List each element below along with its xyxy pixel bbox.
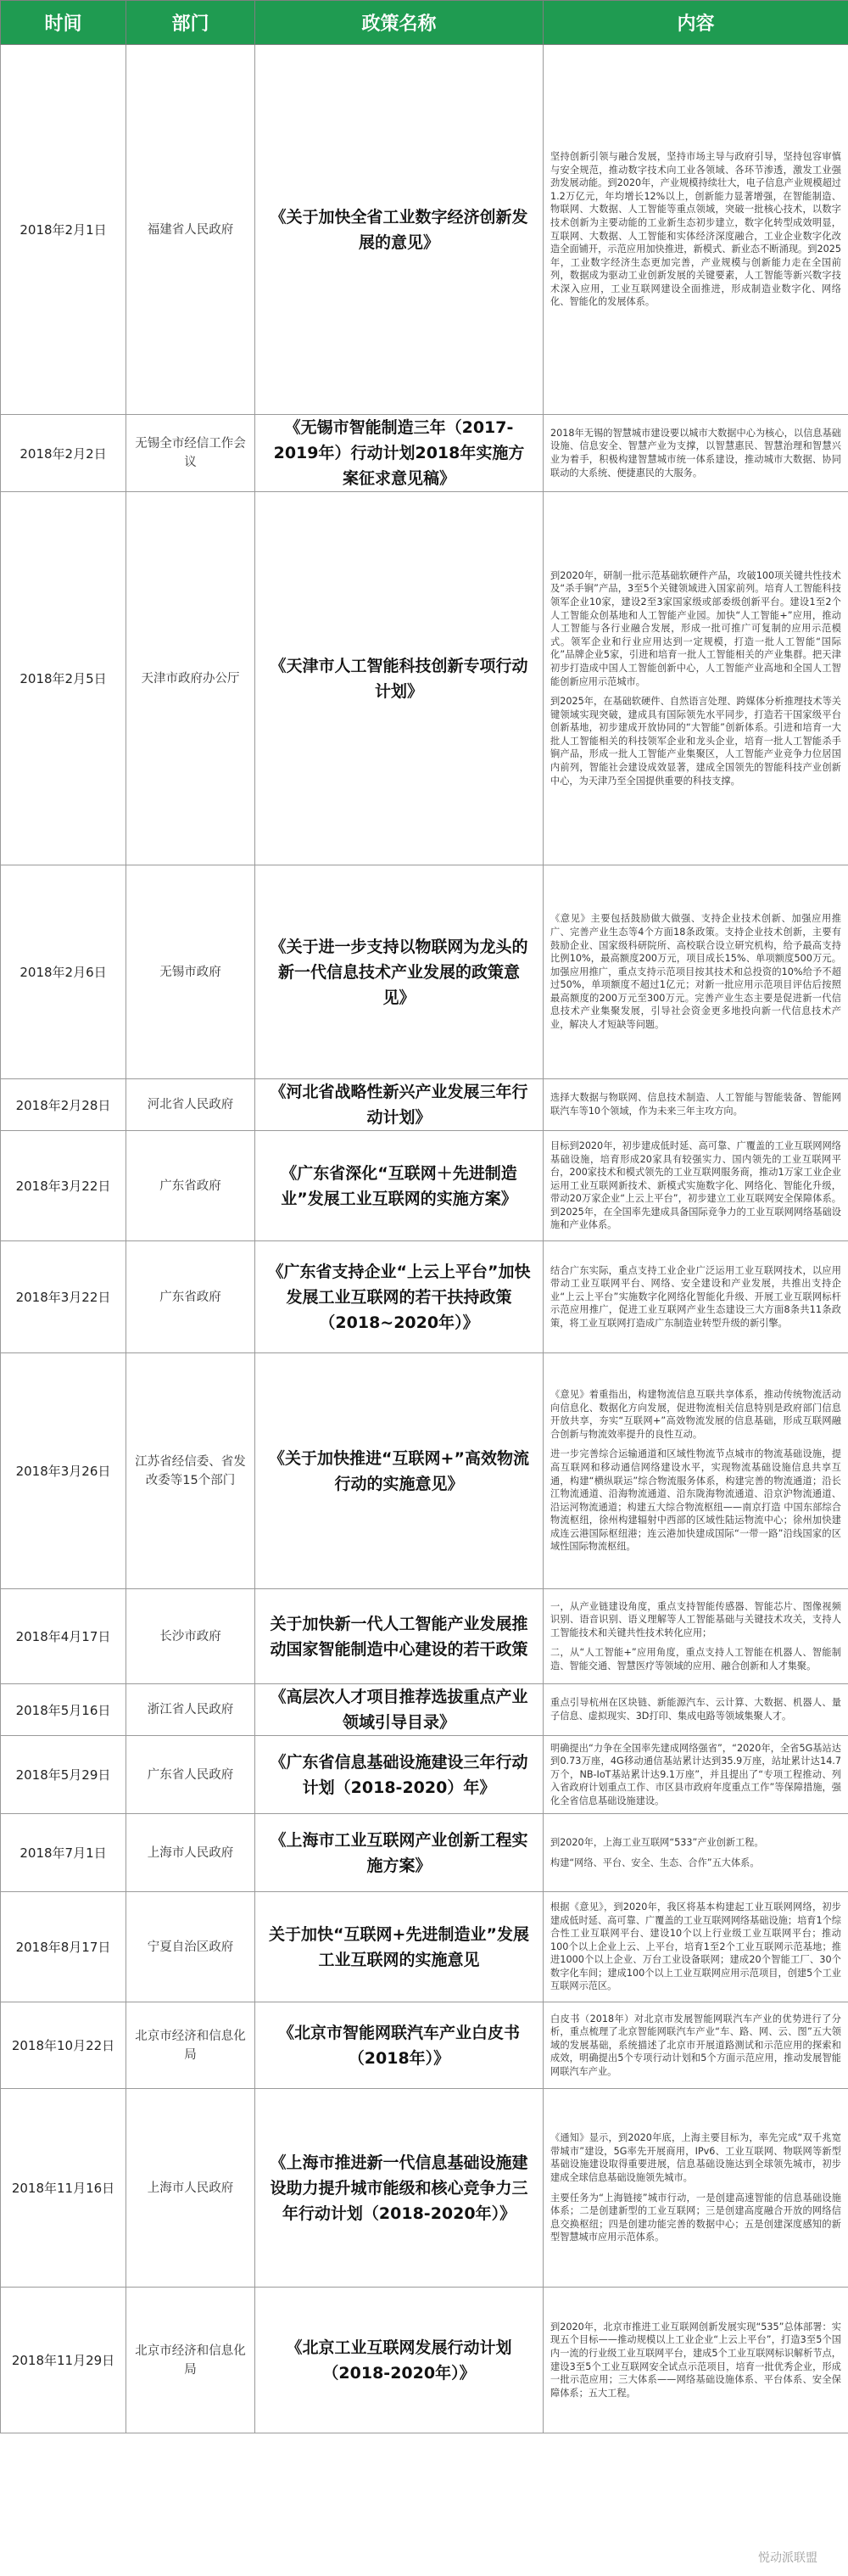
content-cell [544, 1353, 848, 1589]
content-cell [544, 1814, 848, 1892]
content-paragraph: 《意见》主要包括鼓励做大做强、支持企业技术创新、加强应用推广、完善产业生态等4个方面18条政策。支持企业技术创新，主要有鼓励企业、国家级科研院所、高校联合设立研究机构，给予最高支持比例10%，最高额度200万元，项目成长15%、单项额度500万元。加强应用推广，重点支持示范项目按其技术和总投资的10%给予不超过50%，单项额度不超过1亿元；对新一批应用示范项目评估后按照最高额度的200万元至300万元。完善产业生态主要是促进新一代信息技术产业集聚发展，引导社会资金更多地投向新一代信息技术产业，解决人才短缺等问题。 [550, 913, 841, 1031]
table-body [1, 45, 848, 2433]
dept-cell: 北京市经济和信息化局 [126, 2288, 255, 2433]
content-paragraph: 选择大数据与物联网、信息技术制造、人工智能与智能装备、智能网联汽车等10个领域，作为未来三年主攻方向。 [550, 1092, 841, 1117]
date-cell: 2018年3月22日 [1, 1241, 126, 1353]
content-cell [544, 2089, 848, 2288]
content-paragraph: 白皮书（2018年）对北京市发展智能网联汽车产业的优势进行了分析，重点梳理了北京智能网联汽车产业“车、路、网、云、图”五大领域的发展基础，系统描述了北京市开展道路测试和示范应用的探索和成效，明确提出5个专项行动计划和5个方面示范应用，推动发展智能网联汽车产业。 [550, 2013, 841, 2077]
dept-cell: 广东省人民政府 [126, 1736, 255, 1814]
policy-name-cell: 《上海市推进新一代信息基础设施建设助力提升城市能级和核心竞争力三年行动计划（2018-2020年）》 [255, 2089, 544, 2288]
content-cell [544, 1241, 848, 1353]
content-paragraph: 到2020年，上海工业互联网“533”产业创新工程。 [550, 1836, 764, 1848]
content-cell [544, 1589, 848, 1684]
dept-cell: 长沙市政府 [126, 1589, 255, 1684]
table-row [1, 492, 848, 865]
content-paragraph: 《意见》着重指出，构建物流信息互联共享体系，推动传统物流活动向信息化、数据化方向发展，促进物流相关信息特别是政府部门信息开放共享，夯实“互联网+”高效物流发展的信息基础，形成互联网融合创新与物流效率提升的良性互动。 [550, 1388, 841, 1440]
header-date: 时间 [1, 1, 126, 45]
policy-name-cell: 《关于加快推进“互联网+”高效物流行动的实施意见》 [255, 1353, 544, 1589]
policy-name-cell: 关于加快新一代人工智能产业发展推动国家智能制造中心建设的若干政策 [255, 1589, 544, 1684]
content-cell [544, 45, 848, 415]
content-paragraph: 到2020年，北京市推进工业互联网创新发展实现“535”总体部署：实现五个目标——推动规模以上工业企业“上云上平台”，打造3至5个国内一流的行业级工业互联网平台，建成5个工业互联网标识解析节点，建设3至5个工业互联网安全试点示范项目，培育一批优秀企业，形成一批示范应用；三大体系——网络基础设施体系、平台体系、安全保障体系；五大工程。 [550, 2321, 841, 2399]
date-cell: 2018年5月16日 [1, 1684, 126, 1736]
table-row [1, 2002, 848, 2089]
date-cell: 2018年4月17日 [1, 1589, 126, 1684]
content-paragraph: 构建“网络、平台、安全、生态、合作”五大体系。 [550, 1856, 760, 1868]
date-cell: 2018年3月22日 [1, 1131, 126, 1241]
content-paragraph: 明确提出“力争在全国率先建成网络强省”，“2020年，全省5G基站达到0.73万座，4G移动通信基站累计达到35.9万座，站址累计达14.7万个，NB-IoT基站累计达9.1万座”，并且提出了“专项工程推动、列入省政府计划重点工作、市区县市政府年度重点工作”等保障措施，强化全省信息基础设施建设。 [550, 1742, 841, 1806]
date-cell: 2018年5月29日 [1, 1736, 126, 1814]
date-cell: 2018年3月26日 [1, 1353, 126, 1589]
date-cell: 2018年2月1日 [1, 45, 126, 415]
dept-cell: 宁夏自治区政府 [126, 1892, 255, 2002]
policy-name-cell: 《无锡市智能制造三年（2017-2019年）行动计划2018年实施方案征求意见稿》 [255, 415, 544, 492]
date-cell: 2018年8月17日 [1, 1892, 126, 2002]
header-policy-name: 政策名称 [255, 1, 544, 45]
watermark-logo: 悦动派联盟 [753, 2547, 823, 2568]
policy-name-cell: 《高层次人才项目推荐选拔重点产业领域引导目录》 [255, 1684, 544, 1736]
content-paragraph: 2018年无锡的智慧城市建设要以城市大数据中心为核心，以信息基础设施、信息安全、智慧产业为支撑，以智慧惠民、智慧治理和智慧兴业为着手，积极构建智慧城市统一体系建设，推动城市大数据、协同联动的大系统、便捷惠民的大服务。 [550, 427, 841, 479]
table-header-row [1, 1, 848, 45]
content-cell [544, 2288, 848, 2433]
content-paragraph: 重点引导杭州在区块链、新能源汽车、云计算、大数据、机器人、量子信息、虚拟现实、3D打印、集成电路等领域集聚人才。 [550, 1697, 841, 1722]
table-row [1, 865, 848, 1079]
policy-name-cell: 《河北省战略性新兴产业发展三年行动计划》 [255, 1079, 544, 1131]
table-row [1, 1353, 848, 1589]
content-cell [544, 492, 848, 865]
table-row [1, 1131, 848, 1241]
date-cell: 2018年2月28日 [1, 1079, 126, 1131]
policy-name-cell: 《关于加快全省工业数字经济创新发展的意见》 [255, 45, 544, 415]
dept-cell: 上海市人民政府 [126, 1814, 255, 1892]
table-row [1, 1892, 848, 2002]
table-row [1, 45, 848, 415]
content-cell [544, 1131, 848, 1241]
content-paragraph: 目标到2020年，初步建成低时延、高可靠、广覆盖的工业互联网网络基础设施，培育形成20家具有较强实力、国内领先的工业互联网平台，200家技术和模式领先的工业互联网服务商，推动1万家工业企业运用工业互联网新技术、新模式实施数字化、网络化、智能化升级，带动20万家企业“上云上平台”，初步建立工业互联网安全保障体系。到2025年，在全国率先建成具备国际竞争力的工业互联网网络基础设施和产业体系。 [550, 1140, 841, 1231]
content-paragraph: 结合广东实际，重点支持工业企业广泛运用工业互联网技术，以应用带动工业互联网平台、网络、安全建设和产业发展，共推出支持企业“上云上平台”实施数字化网络化智能化升级、开展工业互联网标杆示范应用推广，促进工业互联网产业生态建设三大方面8条共11条政策，将工业互联网打造成广东制造业转型升级的新引擎。 [550, 1264, 841, 1329]
date-cell: 2018年7月1日 [1, 1814, 126, 1892]
policy-name-cell: 关于加快“互联网+先进制造业”发展工业互联网的实施意见 [255, 1892, 544, 2002]
content-paragraph: 到2025年，在基础软硬件、自然语言处理、跨媒体分析推理技术等关键领域实现突破，建成具有国际领先水平同步，打造若干国家级平台创新基地，初步建成开放协同的“大智能”创新体系。引进和培育一大批人工智能相关的科技领军企业和龙头企业，培育一批人工智能杀手锏产品，形成一批人工智能产业集聚区，人工智能产业竞争力位居国内前列，智能社会建设成效显著，建成全国领先的智能科技产业创新中心，为天津乃至全国提供重要的科技支撑。 [550, 696, 841, 787]
dept-cell: 天津市政府办公厅 [126, 492, 255, 865]
date-cell: 2018年10月22日 [1, 2002, 126, 2089]
date-cell: 2018年11月16日 [1, 2089, 126, 2288]
date-cell: 2018年2月2日 [1, 415, 126, 492]
content-cell [544, 2002, 848, 2089]
content-paragraph: 一，从产业链建设角度，重点支持智能传感器、智能芯片、图像视频识别、语音识别、语义理解等人工智能基础与关键技术攻关，支持人工智能技术和关键共性技术转化应用； [550, 1600, 841, 1638]
dept-cell: 江苏省经信委、省发改委等15个部门 [126, 1353, 255, 1589]
content-paragraph: 主要任务为“上海链接”城市行动，一是创建高速智能的信息基础设施体系；二是创建新型的工业互联网；三是创建高度融合开放的网络信息交换枢纽；四是创建功能完善的数据中心；五是创建深度感知的新型智慧城市应用示范体系。 [550, 2192, 841, 2243]
dept-cell: 上海市人民政府 [126, 2089, 255, 2288]
dept-cell: 无锡全市经信工作会议 [126, 415, 255, 492]
dept-cell: 广东省政府 [126, 1241, 255, 1353]
policy-name-cell: 《广东省信息基础设施建设三年行动计划（2018-2020）年》 [255, 1736, 544, 1814]
dept-cell: 浙江省人民政府 [126, 1684, 255, 1736]
content-paragraph: 进一步完善综合运输通道和区域性物流节点城市的物流基础设施，提高互联网和移动通信网络建设水平，实现物流基础设施信息共享互通，构建“横纵联运”综合物流服务体系，构建完善的物流通道；沿长江物流通道、沿海物流通道、沿东陇海物流通道、沿京沪物流通道、沿运河物流通道；构建五大综合物流枢纽——南京打造 中国东部综合物流枢纽，徐州构建辐射中西部的区域性陆运物流中心；徐州加快建成连云港国际枢纽港；连云港加快建成国际“一带一路”沿线国家的区域性国际物流枢纽。 [550, 1448, 841, 1553]
dept-cell: 北京市经济和信息化局 [126, 2002, 255, 2089]
header-dept: 部门 [126, 1, 255, 45]
policy-name-cell: 《广东省支持企业“上云上平台”加快发展工业互联网的若干扶持政策（2018~2020年）》 [255, 1241, 544, 1353]
table-row [1, 1736, 848, 1814]
policy-name-cell: 《上海市工业互联网产业创新工程实施方案》 [255, 1814, 544, 1892]
content-cell [544, 1892, 848, 2002]
table-row [1, 1684, 848, 1736]
dept-cell: 无锡市政府 [126, 865, 255, 1079]
date-cell: 2018年2月5日 [1, 492, 126, 865]
content-cell [544, 865, 848, 1079]
date-cell: 2018年2月6日 [1, 865, 126, 1079]
content-paragraph: 坚持创新引领与融合发展，坚持市场主导与政府引导，坚持包容审慎与安全规范，推动数字技术向工业各领域、各环节渗透，激发工业强劲发展动能。到2020年，产业规模持续壮大，电子信息产业规模超过1.2万亿元，年均增长12%以上，创新能力显著增强，在智能制造、物联网、大数据、人工智能等重点领域，突破一批核心技术，以数字技术创新为主要动能的工业新生态初步建立，数字化转型成效明显，互联网、大数据、人工智能和实体经济深度融合，工业企业数字化改造全面铺开，示范应用加快推进，新模式、新业态不断涌现。到2025年，工业数字经济生态更加完善，产业规模与创新能力走在全国前列，数据成为驱动工业创新发展的关键要素，人工智能等新兴数字技术深入应用，工业互联网建设全面推进，形成制造业数字化、网络化、智能化的发展体系。 [550, 150, 841, 308]
table-row [1, 1241, 848, 1353]
header-content: 内容 [544, 1, 848, 45]
dept-cell: 福建省人民政府 [126, 45, 255, 415]
policy-name-cell: 《北京市智能网联汽车产业白皮书（2018年）》 [255, 2002, 544, 2089]
table-row [1, 2089, 848, 2288]
policy-name-cell: 《关于进一步支持以物联网为龙头的新一代信息技术产业发展的政策意见》 [255, 865, 544, 1079]
dept-cell: 河北省人民政府 [126, 1079, 255, 1131]
content-paragraph: 到2020年，研制一批示范基础软硬件产品，攻破100项关键共性技术及“杀手锏”产品，3至5个关键领域进入国家前列。培育人工智能科技领军企业10家，建设2至3家国家级或部委级创新平台。建设1至2个人工智能众创基地和人工智能产业园。加快“人工智能+”应用，推动人工智能与各行业融合发展，形成一批可推广可复制的应用示范模式。领军企业和行业应用达到一定规模，打造一批人工智能“国际化”品牌企业5家，引进和培育一批人工智能相关的产业集群。把天津初步打造成中国人工智能创新中心，人工智能产业高地和全国人工智能创新应用示范城市。 [550, 569, 841, 687]
content-paragraph: 二，从“人工智能+”应用角度，重点支持人工智能在机器人、智能制造、智能交通、智慧医疗等领域的应用、融合创新和人才集聚。 [550, 1647, 841, 1672]
table-row [1, 2288, 848, 2433]
policy-name-cell: 《广东省深化“互联网＋先进制造业”发展工业互联网的实施方案》 [255, 1131, 544, 1241]
table-row [1, 1589, 848, 1684]
date-cell: 2018年11月29日 [1, 2288, 126, 2433]
content-cell [544, 1736, 848, 1814]
content-cell [544, 415, 848, 492]
content-cell [544, 1684, 848, 1736]
dept-cell: 广东省政府 [126, 1131, 255, 1241]
table-row [1, 415, 848, 492]
content-paragraph: 根据《意见》，到2020年，我区将基本构建起工业互联网网络，初步建成低时延、高可靠、广覆盖的工业互联网网络基础设施；培育1个综合性工业互联网平台、建设10个以上行业级工业互联网平台；推动100个以上企业上云、上平台，培育1至2个工业互联网示范基地；推进1000个以上企业、万台工业设备联网；建成20个智能工厂、30个数字化车间；建成100个以上工业互联网应用示范项目，创建5个工业互联网示范区。 [550, 1901, 841, 1992]
content-cell [544, 1079, 848, 1131]
table-row [1, 1079, 848, 1131]
policy-name-cell: 《北京工业互联网发展行动计划（2018-2020年）》 [255, 2288, 544, 2433]
table-row [1, 1814, 848, 1892]
policy-name-cell: 《天津市人工智能科技创新专项行动计划》 [255, 492, 544, 865]
content-paragraph: 《通知》显示，到2020年底，上海主要目标为，率先完成“双千兆宽带城市”建设，5G率先开展商用，IPv6、工业互联网、物联网等新型基础设施建设取得重要进展，信息基础设施达到全球领先城市，初步建成全球信息基础设施领先城市。 [550, 2132, 841, 2183]
